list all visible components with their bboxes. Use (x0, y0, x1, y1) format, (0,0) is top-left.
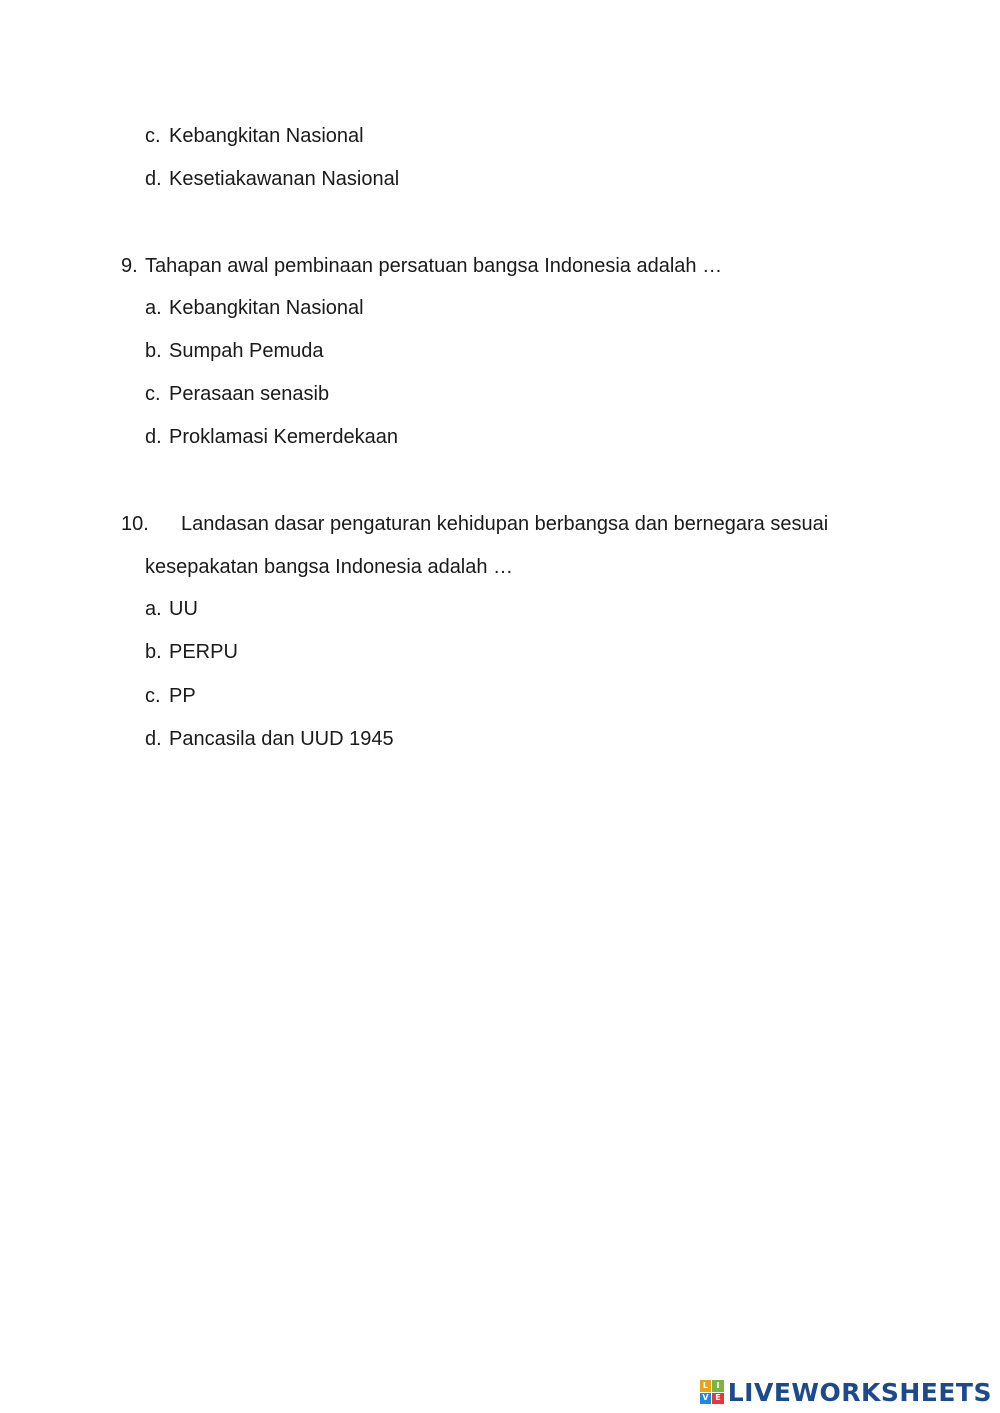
option-letter: a. (145, 598, 162, 620)
q10-question-line2 (145, 555, 513, 579)
option-letter: c. (145, 383, 161, 405)
option-text: PP (169, 685, 196, 707)
option-text: PERPU (169, 641, 238, 663)
option-text: UU (169, 598, 198, 620)
q8-option-c (145, 124, 364, 148)
option-text: Perasaan senasib (169, 383, 330, 405)
question-text: Landasan dasar pengaturan kehidupan berbangsa dan bernegara sesuai (181, 513, 829, 535)
q9-option-d (145, 425, 398, 449)
question-number: 10. (121, 513, 149, 535)
logo-tiles-icon (700, 1380, 724, 1404)
option-letter: d. (145, 728, 162, 750)
option-letter: b. (145, 641, 162, 663)
option-text: Pancasila dan UUD 1945 (169, 728, 394, 750)
option-letter: d. (145, 426, 162, 448)
logo-tile: V (700, 1393, 712, 1405)
logo-tile: L (700, 1380, 712, 1392)
option-letter: b. (145, 340, 162, 362)
q9-option-a (145, 296, 364, 320)
logo-text: LIVEWORKSHEETS (727, 1377, 992, 1407)
question-text: Tahapan awal pembinaan persatuan bangsa Indonesia adalah … (145, 255, 723, 277)
option-letter: c. (145, 685, 161, 707)
logo-tile: I (712, 1380, 724, 1392)
q10-option-c (145, 684, 196, 708)
liveworksheets-logo (700, 1377, 992, 1407)
option-text: Kesetiakawanan Nasional (169, 168, 400, 190)
q10-question-line1 (121, 512, 828, 536)
question-text-continued: kesepakatan bangsa Indonesia adalah … (145, 556, 514, 578)
q9-option-c (145, 382, 329, 406)
q8-option-d (145, 167, 399, 191)
logo-tile: E (712, 1393, 724, 1405)
option-text: Proklamasi Kemerdekaan (169, 426, 398, 448)
option-letter: c. (145, 125, 161, 147)
option-text: Kebangkitan Nasional (169, 125, 364, 147)
q10-option-b (145, 640, 238, 664)
question-number: 9. (121, 255, 138, 277)
q10-option-a (145, 597, 198, 621)
option-text: Sumpah Pemuda (169, 340, 324, 362)
option-letter: a. (145, 297, 162, 319)
q9-question (121, 254, 722, 278)
option-text: Kebangkitan Nasional (169, 297, 364, 319)
q10-option-d (145, 727, 394, 751)
q9-option-b (145, 339, 324, 363)
option-letter: d. (145, 168, 162, 190)
